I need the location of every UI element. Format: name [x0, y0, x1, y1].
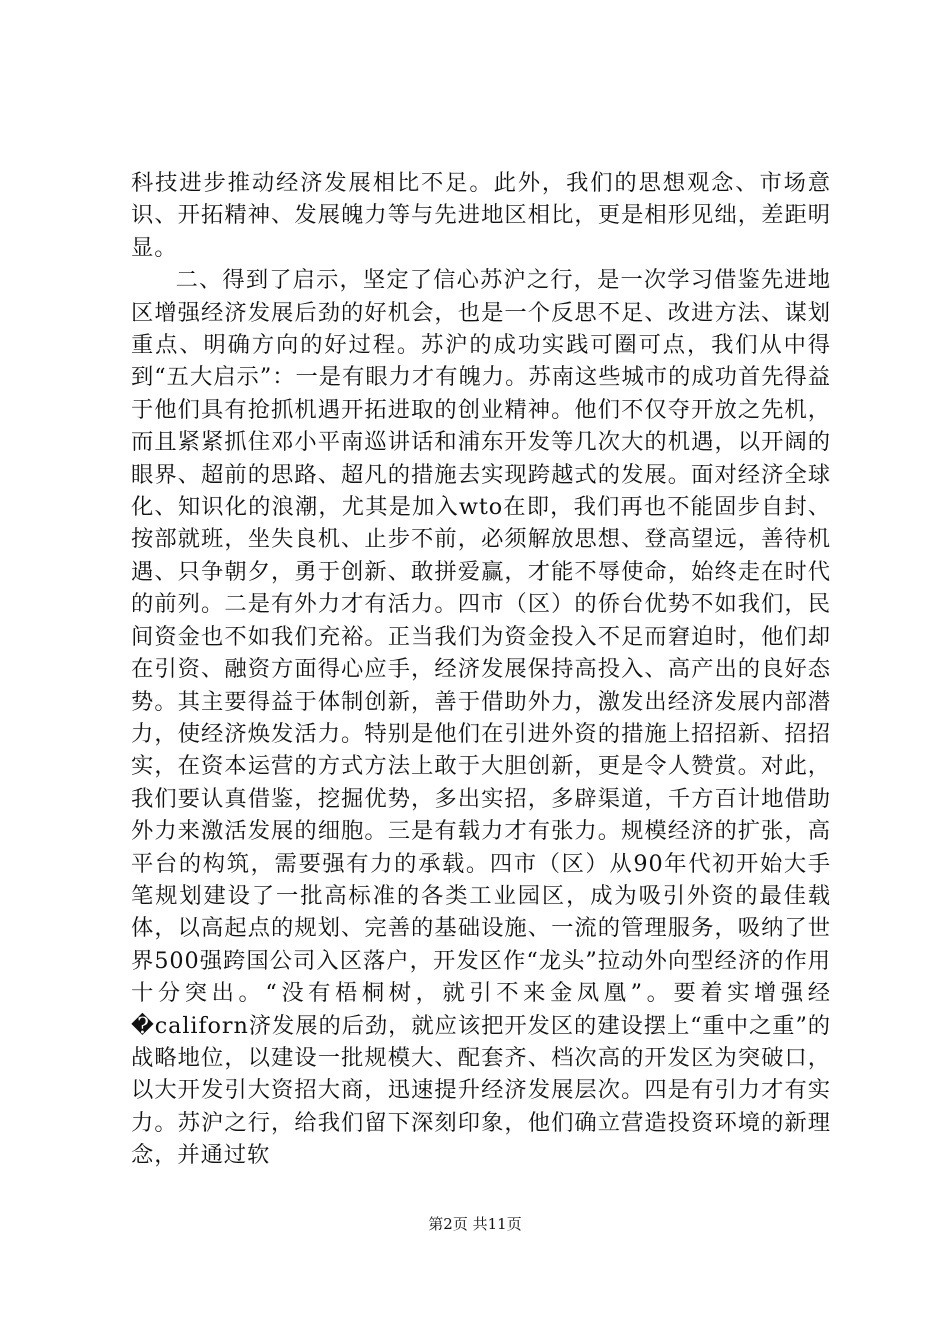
paragraph-section-two: 二、得到了启示，坚定了信心苏沪之行，是一次学习借鉴先进地区增强经济发展后劲的好机会，也是一个反思不足、改进方法、谋划重点、明确方向的好过程。苏沪的成功实践可圈可点，我们从中得到“五大启示”：一是有眼力才有魄力。苏南这些城市的成功首先得益于他们具有抢抓机遇开拓进取的创业精神。他们不仅夺开放之先机，而且紧紧抓住邓小平南巡讲话和浦东开发等几次大的机遇，以开阔的眼界、超前的思路、超凡的措施去实现跨越式的发展。面对经济全球化、知识化的浪潮，尤其是加入wto在即，我们再也不能固步自封、按部就班，坐失良机、止步不前，必须解放思想、登高望远，善待机遇、只争朝夕，勇于创新、敢拼爱赢，才能不辱使命，始终走在时代的前列。二是有外力才有活力。四市（区）的侨台优势不如我们，民间资金也不如我们充裕。正当我们为资金投入不足而窘迫时，他们却在引资、融资方面得心应手，经济发展保持高投入、高产出的良好态势。其主要得益于体制创新，善于借助外力，激发出经济发展内部潜力，使经济焕发活力。特别是他们在引进外资的措施上招招新、招招实，在资本运营的方式方法上敢于大胆创新，更是令人赞赏。对此，我们要认真借鉴，挖掘优势，多出实招，多辟渠道，千方百计地借助外力来激活发展的细胞。三是有载力才有张力。规模经济的扩张，高平台的构筑，需要强有力的承载。四市（区）从90年代初开始大手笔规划建设了一批高标准的各类工业园区，成为吸引外资的最佳载体，以高起点的规划、完善的基础设施、一流的管理服务，吸纳了世界500强跨国公司入区落户，开发区作“龙头”拉动外向型经济的作用十分突出。“没有梧桐树，就引不来金凤凰”。要着实增强经�californ济发展的后劲，就应该把开发区的建设摆上“重中之重”的战略地位，以建设一批规模大、配套齐、档次高的开发区为突破口，以大开发引大资招大商，迅速提升经济发展层次。四是有引力才有实力。苏沪之行，给我们留下深刻印象，他们确立营造投资环境的新理念，并通过软 [131, 267, 831, 1169]
page-number-footer: 第2页 共11页 [428, 1215, 522, 1233]
document-body [131, 167, 831, 1172]
paragraph-continuation: 科技进步推动经济发展相比不足。此外，我们的思想观念、市场意识、开拓精神、发展魄力等与先进地区相比，更是相形见绌，差距明显。 [131, 170, 831, 261]
